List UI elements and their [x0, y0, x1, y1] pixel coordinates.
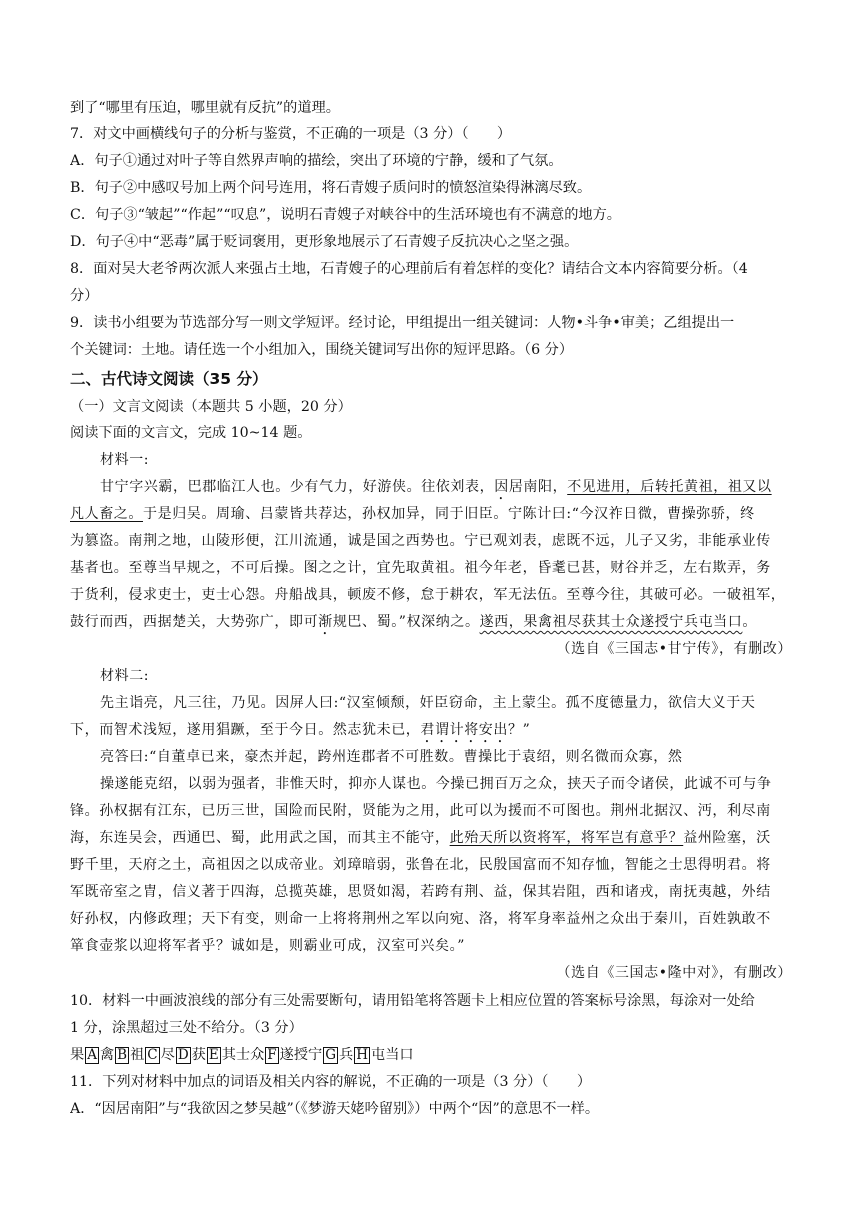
answer-box-d[interactable]: D — [177, 1047, 189, 1063]
instruction: 阅读下面的文言文，完成 10~14 题。 — [70, 425, 312, 441]
option-7c: C．句子③“皱起”“作起”“叹息”，说明石青嫂子对峡谷中的生活环境也有不满意的地方。 — [70, 207, 621, 223]
subsection-heading: （一）文言文阅读（本题共 5 小题，20 分） — [70, 399, 352, 415]
wavy-underlined-sentence: 遂西，果禽祖尽获其士众遂授宁兵屯当口 — [479, 614, 743, 630]
underlined-sentence: 凡人畜之。 — [70, 506, 143, 522]
option-7d: D．句子④中“恶毒”属于贬词褒用，更形象地展示了石青嫂子反抗决心之坚之强。 — [70, 234, 579, 250]
passage-line: 操遂能克绍，以弱为强者，非惟天时，抑亦人谋也。今操已拥百万之众，挟天子而令诸侯，此诚不可与争 — [100, 776, 772, 792]
option-7a: A．句子①通过对叶子等自然界声响的描绘，突出了环境的宁静，缓和了气氛。 — [70, 153, 563, 169]
passage-line: 基者也。至尊当早规之，不可后操。图之之计，宜先取黄祖。祖今年老，昏耄已甚，财谷并乏，左右欺弄，务 — [70, 560, 771, 576]
text-segment: 获 — [191, 1047, 206, 1063]
option-7b: B．句子②中感叹号加上两个问号连用，将石青嫂子质问时的愤怒渲染得淋漓尽致。 — [70, 180, 592, 196]
section-heading: 二、古代诗文阅读（35 分） — [70, 370, 268, 388]
passage-line: 箪食壶浆以迎将军者乎？诚如是，则霸业可成，汉室可兴矣。” — [70, 938, 465, 954]
dotted-char: 因 — [494, 479, 509, 495]
passage-line: 军既帝室之胄，信义著于四海，总揽英雄，思贤如渴，若跨有荆、益，保其岩阻，西和诸戎，南抚夷越，外结 — [70, 884, 771, 900]
question-11: 11．下列对材料中加点的词语及相关内容的解说，不正确的一项是（3 分）（ ） — [70, 1074, 592, 1090]
dotted-phrase: 君谓计将安出 — [420, 722, 509, 738]
answer-box-f[interactable]: F — [267, 1047, 277, 1063]
passage-line: 于货利，侵求吏士，吏士心怨。舟船战具，顿废不修，怠于耕农，军无法伍。至尊今往，其破可必。一破祖军， — [70, 587, 786, 603]
question-7: 7．对文中画横线句子的分析与鉴赏，不正确的一项是（3 分）（ ） — [70, 126, 512, 142]
answer-box-a[interactable]: A — [87, 1047, 97, 1063]
underlined-sentence: 此殆天所以资将军，将军岂有意乎？ — [449, 830, 684, 846]
answer-box-e[interactable]: E — [208, 1047, 219, 1063]
passage-line: 下，而智术浅短，遂用猖蹶，至于今日。然志犹未已，君谓计将安出？” — [70, 722, 531, 738]
question-9: 9．读书小组要为节选部分写一则文学短评。经讨论，甲组提出一组关键词：人物•斗争•审美；乙组提出一 — [70, 315, 735, 331]
passage-line: 鼓行而西，西据楚关，大势弥广，即可渐规巴、蜀。”权深纳之。遂西，果禽祖尽获其士众遂授宁兵屯当口。 — [70, 614, 757, 630]
source-citation: （选自《三国志•甘宁传》，有删改） — [556, 641, 792, 657]
text-segment: 屯当口 — [371, 1047, 414, 1063]
text-segment: 其士众 — [221, 1047, 265, 1063]
option-11a: A．“因居南阳”与“我欲因之梦吴越”（《梦游天姥吟留别》）中两个“因”的意思不一样。 — [70, 1101, 600, 1117]
underlined-sentence: 不见进用，后转托黄祖，祖又以 — [567, 479, 772, 495]
text-segment: 祖 — [130, 1047, 145, 1063]
answer-box-g[interactable]: G — [325, 1047, 337, 1063]
passage-line: 先主诣亮，凡三往，乃见。因屏人曰:“汉室倾颓，奸臣窃命，主上蒙尘。孤不度德量力，欲信大义于天 — [100, 695, 756, 711]
question-8: 8．面对吴大老爷两次派人来强占土地，石青嫂子的心理前后有着怎样的变化？请结合文本内容简要分析。（4 — [70, 261, 748, 277]
passage-line: 为篡盗。南荆之地，山陵形便，江川流通，诚是国之西势也。宁已观刘表，虑既不远，儿子又劣，非能承业传 — [70, 533, 771, 549]
passage-line: 亮答曰:“自董卓已来，豪杰并起，跨州连郡者不可胜数。曹操比于袁绍，则名微而众寡，然 — [100, 749, 683, 765]
text-segment: 遂授宁 — [279, 1047, 323, 1063]
answer-options-line — [70, 1045, 792, 1065]
passage-line: 甘宁字兴霸，巴郡临江人也。少有气力，好游侠。往依刘表，因居南阳，不见进用，后转托黄祖，祖又以 — [100, 479, 772, 495]
answer-box-h[interactable]: H — [356, 1047, 369, 1063]
text-line: 到了“哪里有压迫，哪里就有反抗”的道理。 — [70, 100, 340, 116]
dotted-char: 渐 — [318, 614, 333, 630]
text-segment: 禽 — [99, 1047, 115, 1063]
passage-line: 锋。孙权据有江东，已历三世，国险而民附，贤能为之用，此可以为援而不可图也。荆州北据汉、沔，利尽南 — [70, 803, 771, 819]
text-segment: 尽 — [160, 1047, 175, 1063]
text-segment: 果 — [70, 1047, 85, 1063]
material-2-label: 材料二: — [100, 668, 150, 684]
answer-box-b[interactable]: B — [117, 1047, 128, 1063]
passage-line: 海，东连吴会，西通巴、蜀，此用武之国，而其主不能守，此殆天所以资将军，将军岂有意乎？益州险塞，沃 — [70, 830, 771, 846]
question-8-cont: 分） — [70, 288, 99, 304]
passage-line: 野千里，天府之土，高祖因之以成帝业。刘璋暗弱，张鲁在北，民殷国富而不知存恤，智能之士思得明君。将 — [70, 857, 771, 873]
question-9-cont: 个关键词：土地。请任选一个小组加入，围绕关键词写出你的短评思路。（6 分） — [70, 342, 574, 358]
answer-box-c[interactable]: C — [147, 1047, 158, 1063]
material-1-label: 材料一: — [100, 452, 150, 468]
question-10-cont: 1 分，涂黑超过三处不给分。（3 分） — [70, 1020, 303, 1036]
text-segment: 兵 — [339, 1047, 354, 1063]
passage-line: 凡人畜之。于是归吴。周瑜、吕蒙皆共荐达，孙权加异，同于旧臣。宁陈计曰:“今汉祚日微，曹操弥骄，终 — [70, 506, 755, 522]
question-10: 10．材料一中画波浪线的部分有三处需要断句，请用铅笔将答题卡上相应位置的答案标号涂黑，每涂对一处给 — [70, 993, 755, 1009]
source-citation: （选自《三国志•隆中对》，有删改） — [556, 965, 792, 981]
passage-line: 好孙权，内修政理；天下有变，则命一上将将荆州之军以向宛、洛，将军身率益州之众出于秦川，百姓孰敢不 — [70, 911, 771, 927]
